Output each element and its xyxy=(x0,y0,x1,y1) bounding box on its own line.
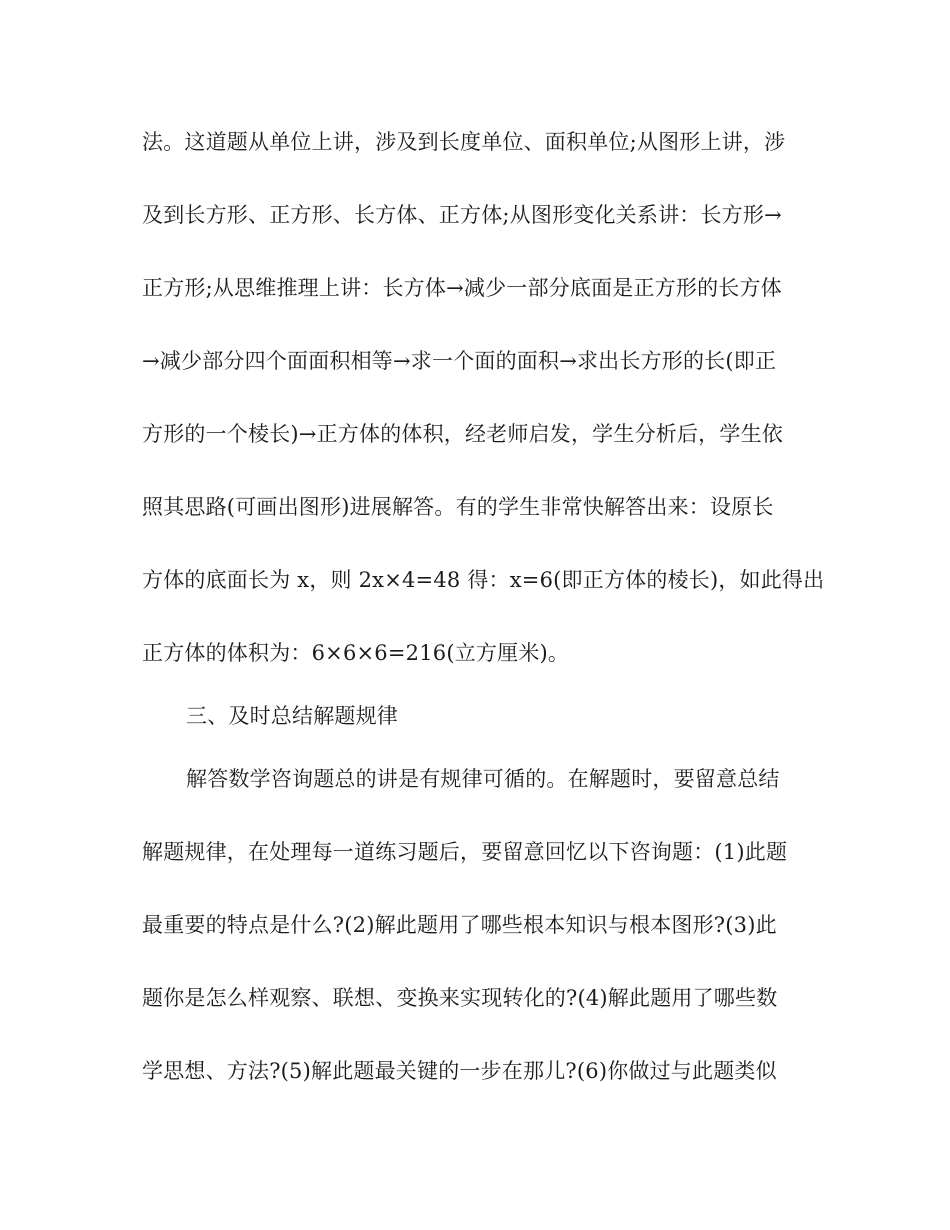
body-line-8: 正方体的体积为：6×6×6=216(立方厘米)。 xyxy=(142,641,570,665)
body-line-7: 方体的底面长为 x，则 2x×4=48 得：x=6(即正方体的棱长)，如此得出 xyxy=(142,568,825,592)
section-heading: 三、及时总结解题规律 xyxy=(186,704,398,728)
paragraph2-line-3: 最重要的特点是什么?(2)解此题用了哪些根本知识与根本图形?(3)此 xyxy=(142,913,777,937)
body-line-1: 法。这道题从单位上讲，涉及到长度单位、面积单位;从图形上讲，涉 xyxy=(142,130,786,154)
paragraph2-line-4: 题你是怎么样观察、联想、变换来实现转化的?(4)解此题用了哪些数 xyxy=(142,986,778,1010)
paragraph2-line-1: 解答数学咨询题总的讲是有规律可循的。在解题时，要留意总结 xyxy=(186,767,780,791)
body-line-2: 及到长方形、正方形、长方体、正方体;从图形变化关系讲：长方形→ xyxy=(142,203,782,227)
body-line-3: 正方形;从思维推理上讲：长方体→减少一部分底面是正方形的长方体 xyxy=(142,276,782,300)
paragraph2-line-2: 解题规律，在处理每一道练习题后，要留意回忆以下咨询题：(1)此题 xyxy=(142,840,788,864)
paragraph2-line-5: 学思想、方法?(5)解此题最关键的一步在那儿?(6)你做过与此题类似 xyxy=(142,1059,777,1083)
body-line-4: →减少部分四个面面积相等→求一个面的面积→求出长方形的长(即正 xyxy=(142,349,777,373)
body-line-5: 方形的一个棱长)→正方体的体积，经老师启发，学生分析后，学生依 xyxy=(142,422,783,446)
body-line-6: 照其思路(可画出图形)进展解答。有的学生非常快解答出来：设原长 xyxy=(142,495,774,519)
